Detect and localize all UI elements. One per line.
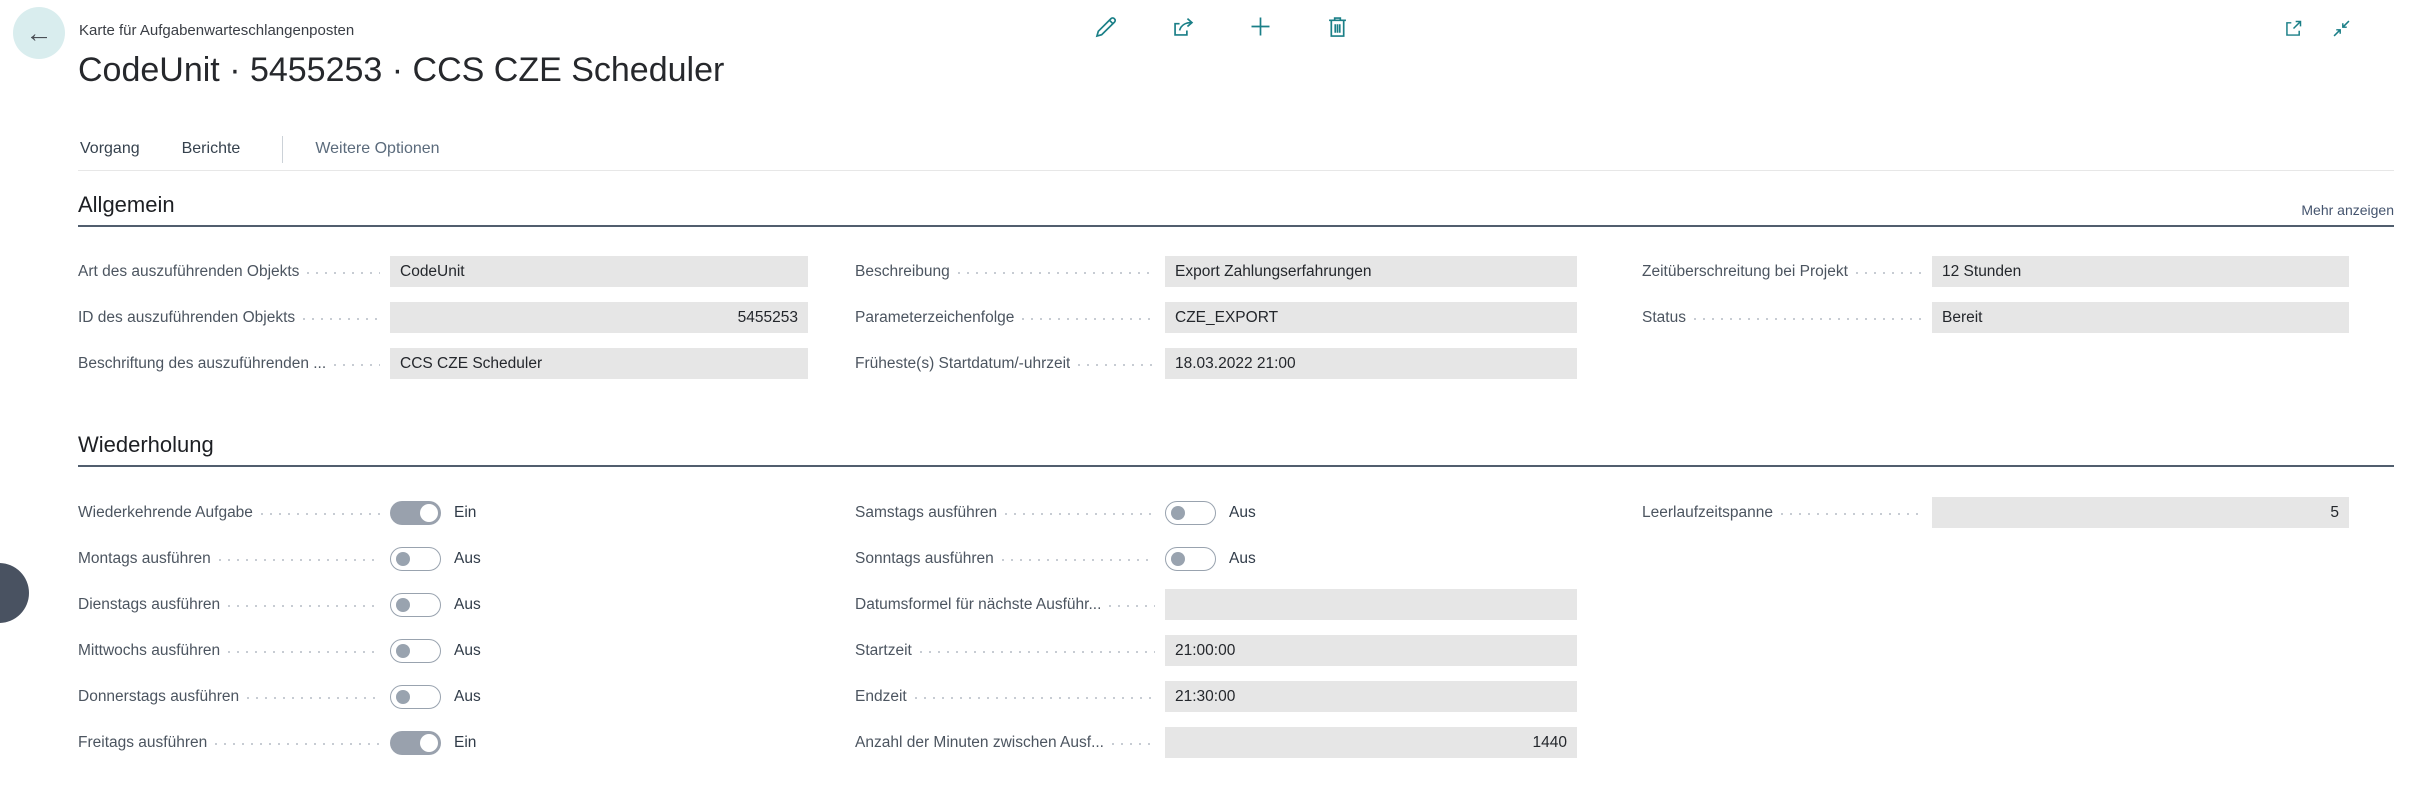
allgemein-column-2 [855,256,1577,379]
field-label: Anzahl der Minuten zwischen Ausf... [855,733,1104,751]
toolbar [1093,13,1351,40]
back-arrow-icon: ← [25,17,53,48]
field-row-objekt-art [78,256,808,287]
section-header-wiederholung [78,432,2394,467]
dotted-leader [920,651,1155,653]
field-value-parameterzeichenfolge[interactable]: CZE_EXPORT [1165,302,1577,333]
share-button[interactable] [1170,13,1197,40]
field-label: Beschreibung [855,262,950,280]
open-in-window-button[interactable] [2283,18,2304,39]
field-label: Freitags ausführen [78,733,208,751]
dotted-leader [1002,559,1155,561]
field-label: Startzeit [855,641,912,659]
show-more-link[interactable]: Mehr anzeigen [2301,202,2394,218]
dotted-leader [303,318,380,320]
dotted-leader [228,605,380,607]
plus-icon [1247,13,1274,40]
dotted-leader [1109,605,1155,607]
dotted-leader [219,559,380,561]
allgemein-column-3 [1642,256,2349,333]
dotted-leader [228,651,380,653]
menu-divider [282,136,283,163]
collapse-icon [2331,18,2352,39]
wiederholung-column-2 [855,497,1577,758]
edit-button[interactable] [1093,13,1120,40]
trash-icon [1324,13,1351,40]
field-label: Parameterzeichenfolge [855,308,1015,326]
collapse-button[interactable] [2331,18,2352,39]
field-value-minuten-zwischen[interactable]: 1440 [1165,727,1577,758]
field-label: ID des auszuführenden Objekts [78,308,296,326]
field-value-objekt-art[interactable]: CodeUnit [390,256,808,287]
field-value-objekt-beschriftung[interactable]: CCS CZE Scheduler [390,348,808,379]
toggle-row-samstags [855,497,1577,528]
field-label: Dienstags ausführen [78,595,221,613]
toggle-state-label: Ein [454,733,477,751]
page-title: CodeUnit · 5455253 · CCS CZE Scheduler [78,51,725,89]
field-row-zeitueberschreitung [1642,256,2349,287]
field-value-startdatum[interactable]: 18.03.2022 21:00 [1165,348,1577,379]
toggle-mittwochs[interactable] [390,639,441,663]
section-title-allgemein[interactable]: Allgemein [78,192,175,217]
field-row-minuten-zwischen [855,727,1577,758]
toggle-donnerstags[interactable] [390,685,441,709]
field-label: Sonntags ausführen [855,549,994,567]
toggle-row-sonntags [855,543,1577,574]
field-label: Leerlaufzeitspanne [1642,503,1773,521]
field-value-status[interactable]: Bereit [1932,302,2349,333]
action-bar-divider-line [78,170,2394,171]
share-icon [1170,13,1197,40]
field-label: Donnerstags ausführen [78,687,240,705]
field-row-startdatum [855,348,1577,379]
field-value-endzeit[interactable]: 21:30:00 [1165,681,1577,712]
delete-button[interactable] [1324,13,1351,40]
breadcrumb[interactable]: Karte für Aufgabenwarteschlangenposten [79,22,355,39]
dotted-leader [334,364,380,366]
toggle-row-wiederkehrende-aufgabe [78,497,808,528]
dotted-leader [1694,318,1922,320]
field-label: Samstags ausführen [855,503,998,521]
field-value-zeitueberschreitung[interactable]: 12 Stunden [1932,256,2349,287]
field-value-beschreibung[interactable]: Export Zahlungserfahrungen [1165,256,1577,287]
wiederholung-column-3 [1642,497,2349,528]
toggle-state-label: Aus [1229,503,1256,521]
window-controls [2283,18,2352,39]
edit-icon [1093,13,1120,40]
toggle-row-mittwochs [78,635,808,666]
dotted-leader [1022,318,1155,320]
field-label: Wiederkehrende Aufgabe [78,503,253,521]
field-label: Früheste(s) Startdatum/-uhrzeit [855,354,1071,372]
back-button[interactable] [13,7,65,59]
toggle-row-freitags [78,727,808,758]
field-row-endzeit [855,681,1577,712]
section-header-allgemein [78,192,2394,227]
dotted-leader [1078,364,1155,366]
toggle-row-dienstags [78,589,808,620]
toggle-knob [1171,552,1185,566]
toggle-row-montags [78,543,808,574]
menu-item-vorgang[interactable]: Vorgang [80,140,140,157]
dotted-leader [1856,272,1922,274]
menu-item-weitere-optionen[interactable]: Weitere Optionen [315,140,440,157]
toggle-state-label: Ein [454,503,477,521]
field-label: Mittwochs ausführen [78,641,221,659]
field-row-status [1642,302,2349,333]
toggle-knob [1171,506,1185,520]
open-in-window-icon [2283,18,2304,39]
field-row-objekt-beschriftung [78,348,808,379]
dotted-leader [958,272,1155,274]
toggle-freitags[interactable] [390,731,441,755]
field-label: Endzeit [855,687,907,705]
left-edge-floating-button[interactable] [0,563,29,623]
new-button[interactable] [1247,13,1274,40]
toggle-state-label: Aus [454,687,481,705]
wiederholung-column-1 [78,497,808,758]
toggle-knob [420,504,438,522]
toggle-state-label: Aus [1229,549,1256,567]
toggle-state-label: Aus [454,641,481,659]
toggle-row-donnerstags [78,681,808,712]
field-label: Montags ausführen [78,549,211,567]
field-value-leerlaufzeitspanne[interactable]: 5 [1932,497,2349,528]
field-row-datumsformel [855,589,1577,620]
field-row-leerlaufzeitspanne [1642,497,2349,528]
field-row-objekt-id [78,302,808,333]
dotted-leader [307,272,380,274]
toggle-state-label: Aus [454,549,481,567]
toggle-knob [396,690,410,704]
toggle-dienstags[interactable] [390,593,441,617]
toggle-wiederkehrende-aufgabe[interactable] [390,501,441,525]
field-row-startzeit [855,635,1577,666]
field-label: Art des auszuführenden Objekts [78,262,300,280]
toggle-knob [396,552,410,566]
allgemein-column-1 [78,256,808,379]
toggle-montags[interactable] [390,547,441,571]
toggle-knob [396,598,410,612]
field-row-beschreibung [855,256,1577,287]
dotted-leader [1005,513,1155,515]
dotted-leader [1112,743,1155,745]
menu-item-berichte[interactable]: Berichte [181,140,241,157]
field-label: Datumsformel für nächste Ausführ... [855,595,1102,613]
dotted-leader [1781,513,1922,515]
dotted-leader [915,697,1155,699]
toggle-knob [420,734,438,752]
action-bar [80,136,440,162]
dotted-leader [247,697,380,699]
field-value-objekt-id[interactable]: 5455253 [390,302,808,333]
dotted-leader [215,743,380,745]
toggle-state-label: Aus [454,595,481,613]
dotted-leader [261,513,380,515]
section-title-wiederholung[interactable]: Wiederholung [78,432,214,457]
field-label: Status [1642,308,1686,326]
field-value-startzeit[interactable]: 21:00:00 [1165,635,1577,666]
toggle-samstags[interactable] [1165,501,1216,525]
field-label: Zeitüberschreitung bei Projekt [1642,262,1848,280]
field-value-datumsformel[interactable] [1165,589,1577,620]
field-row-parameterzeichenfolge [855,302,1577,333]
field-label: Beschriftung des auszuführenden ... [78,354,327,372]
toggle-knob [396,644,410,658]
toggle-sonntags[interactable] [1165,547,1216,571]
